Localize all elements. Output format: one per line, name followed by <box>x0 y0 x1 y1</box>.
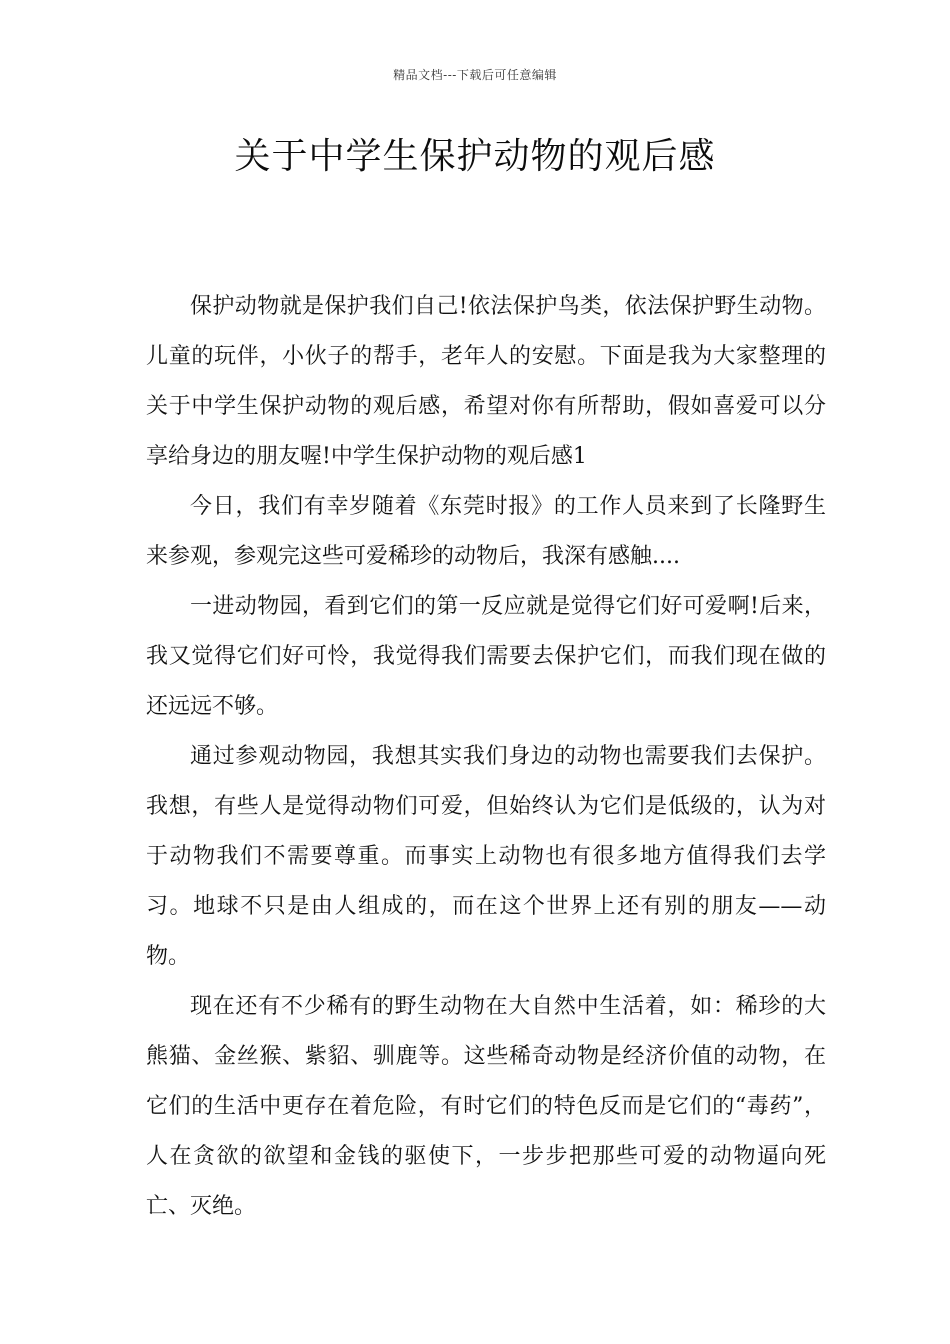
paragraph-2: 今日，我们有幸岁随着《东莞时报》的工作人员来到了长隆野生来参观，参观完这些可爱稀珍的动物后，我深有感触.... <box>146 494 826 569</box>
paragraph-3: 一进动物园，看到它们的第一反应就是觉得它们好可爱啊!后来，我又觉得它们好可怜，我觉得我们需要去保护它们，而我们现在做的还远远不够。 <box>146 594 826 719</box>
document-body <box>146 282 826 1232</box>
header-note: 精品文档---下载后可任意编辑 <box>393 68 557 82</box>
paragraph-5: 现在还有不少稀有的野生动物在大自然中生活着，如：稀珍的大熊猫、金丝猴、紫貂、驯鹿等。这些稀奇动物是经济价值的动物，在它们的生活中更存在着危险，有时它们的特色反而是它们的“毒药”，人在贪欲的欲望和金钱的驱使下，一步步把那些可爱的动物逼向死亡、灭绝。 <box>146 994 826 1219</box>
paragraph-1: 保护动物就是保护我们自己!依法保护鸟类，依法保护野生动物。儿童的玩伴，小伙子的帮手，老年人的安慰。下面是我为大家整理的关于中学生保护动物的观后感，希望对你有所帮助，假如喜爱可以分享给身边的朋友喔!中学生保护动物的观后感1 <box>146 294 826 469</box>
paragraph-4: 通过参观动物园，我想其实我们身边的动物也需要我们去保护。我想，有些人是觉得动物们可爱，但始终认为它们是低级的，认为对于动物我们不需要尊重。而事实上动物也有很多地方值得我们去学习。地球不只是由人组成的，而在这个世界上还有别的朋友——动物。 <box>146 744 826 969</box>
document-title: 关于中学生保护动物的观后感 <box>234 136 716 177</box>
